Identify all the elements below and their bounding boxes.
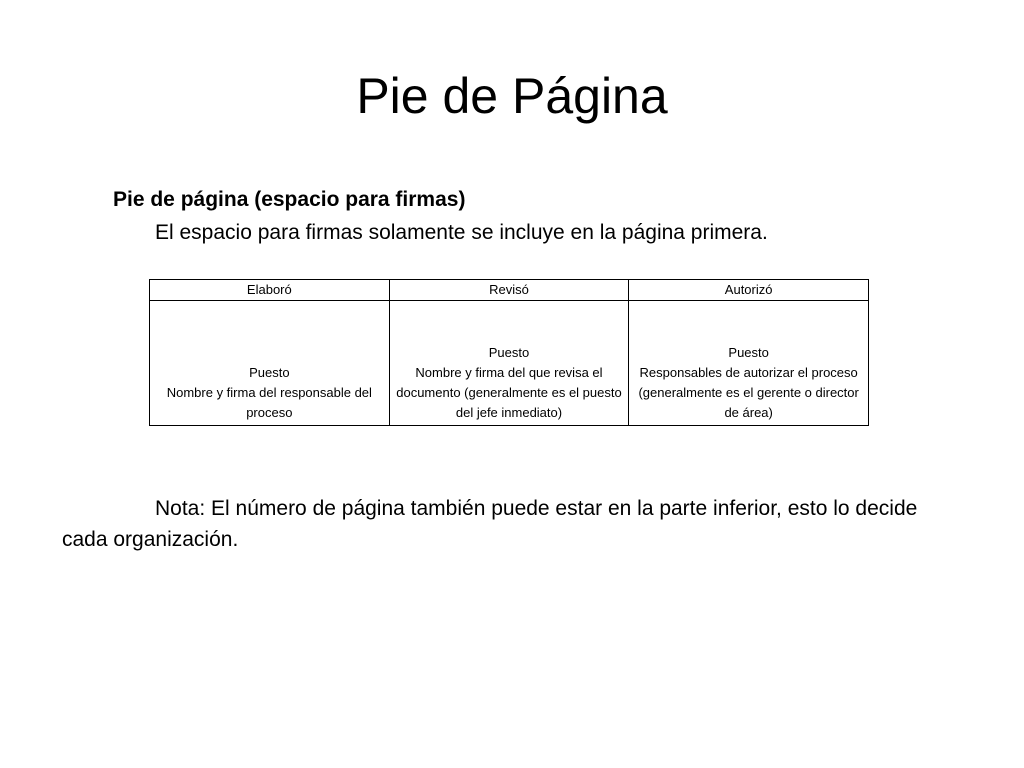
section-subtitle: Pie de página (espacio para firmas)	[113, 188, 466, 211]
signature-table	[149, 279, 869, 426]
section-description: El espacio para firmas solamente se incluye en la página primera.	[155, 221, 768, 244]
header-elaboro: Elaboró	[150, 280, 390, 301]
header-autorizo: Autorizó	[629, 280, 869, 301]
cell-autorizo	[629, 301, 869, 426]
signature-table-row	[150, 301, 869, 426]
cell-elaboro	[150, 301, 390, 426]
cell-autorizo-puesto: Puesto	[728, 345, 769, 360]
slide-title: Pie de Página	[356, 68, 668, 124]
cell-reviso-puesto: Puesto	[488, 345, 530, 360]
cell-elaboro-puesto: Puesto	[249, 365, 290, 380]
header-reviso: Revisó	[389, 280, 629, 301]
cell-autorizo-detail: Responsables de autorizar el proceso (generalmente es el gerente o director de área)	[638, 365, 859, 420]
cell-reviso-detail: Nombre y firma del que revisa el documento (generalmente es el puesto del jefe inmediato)	[396, 365, 622, 420]
note-text: Nota: El número de página también puede estar en la parte inferior, esto lo decide cada organización.	[62, 497, 918, 551]
signature-table-header-row	[150, 280, 869, 301]
cell-reviso	[389, 301, 629, 426]
cell-elaboro-detail: Nombre y firma del responsable del proceso	[166, 385, 372, 420]
note-paragraph	[62, 493, 942, 555]
